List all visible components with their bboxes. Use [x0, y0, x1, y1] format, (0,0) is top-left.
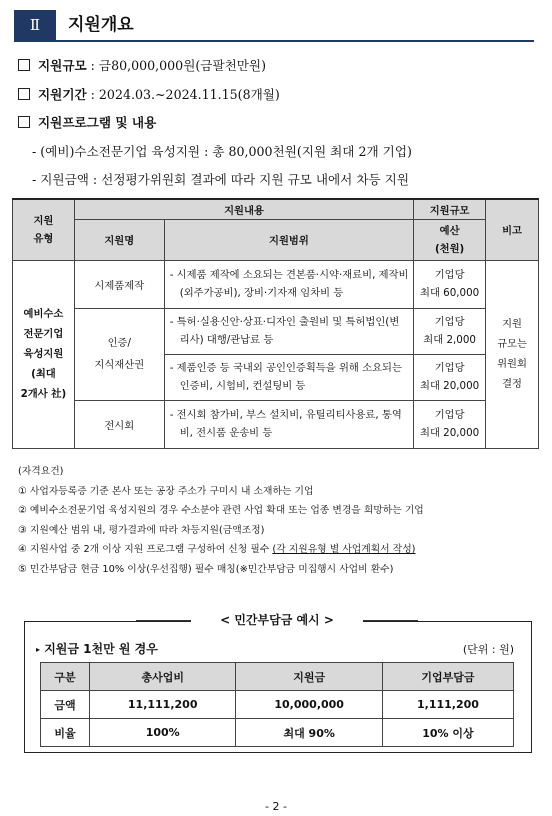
- program-budget: 기업당 최대 2,000: [414, 308, 486, 354]
- example-cell: 비율: [41, 719, 90, 747]
- example-cell: 1,111,200: [382, 691, 513, 719]
- header-budget: 예산 (천원): [414, 219, 486, 260]
- sub-item: - (예비)수소전문기업 육성지원 : 총 80,000천원(지원 최대 2개 기업): [32, 144, 412, 159]
- overview-period: 지원기간 : 2024.03.~2024.11.15(8개월): [18, 84, 280, 103]
- example-cell: 10% 이상: [382, 719, 513, 747]
- example-cell: 금액: [41, 691, 90, 719]
- header-type: 지원 유형: [13, 199, 75, 260]
- example-cell: 10,000,000: [236, 691, 382, 719]
- example-header: 구분: [41, 663, 90, 691]
- requirements: [18, 462, 424, 580]
- program-scope: - 시제품 제작에 소요되는 견본품·시약·재료비, 제작비(외주가공비), 장비·기자재 임차비 등: [164, 260, 413, 308]
- header-content: 지원내용: [74, 199, 413, 219]
- requirement-item: ④ 지원사업 중 2개 이상 지원 프로그램 구성하여 신청 필수 (각 지원유형 별 사업계획서 작성): [18, 544, 416, 556]
- requirements-title: (자격요건): [18, 466, 64, 477]
- section-number: Ⅱ: [14, 10, 56, 40]
- program-name: 전시회: [74, 400, 164, 448]
- overview-program: 지원프로그램 및 내용: [18, 112, 156, 131]
- example-title: < 민간부담금 예시 >: [191, 609, 363, 631]
- example-cell: 100%: [89, 719, 235, 747]
- example-unit: (단위 : 원): [462, 643, 514, 656]
- requirement-item: ① 사업자등록증 기준 본사 또는 공장 주소가 구미시 내 소재하는 기업: [18, 485, 314, 497]
- type-cell: 예비수소 전문기업 육성지원 (최대 2개사 社): [13, 260, 75, 448]
- sub-item: - 지원금액 : 선정평가위원회 결과에 따라 지원 규모 내에서 차등 지원: [32, 172, 410, 187]
- requirement-item: ⑤ 민간부담금 현금 10% 이상(우선집행) 필수 매칭(※민간부담금 미집행시 사업비 환수): [18, 563, 394, 575]
- support-table: [12, 198, 539, 449]
- header-scope: 지원범위: [164, 219, 413, 260]
- program-scope: - 전시회 참가비, 부스 설치비, 유틸리티사용료, 통역비, 전시품 운송비 등: [164, 400, 413, 448]
- program-name: 인증/ 지식재산권: [74, 308, 164, 400]
- program-budget: 기업당 최대 20,000: [414, 400, 486, 448]
- page-number: - 2 -: [265, 800, 287, 813]
- program-scope: - 특허·실용신안·상표·디자인 출원비 및 특허법인(변리사) 대행/관납료 등: [164, 308, 413, 354]
- section-underline: [14, 40, 534, 42]
- checkbox-bullet-icon: [18, 116, 30, 128]
- example-header: 지원금: [236, 663, 382, 691]
- program-budget: 기업당 최대 60,000: [414, 260, 486, 308]
- example-header: 총사업비: [89, 663, 235, 691]
- section-title: 지원개요: [68, 15, 134, 35]
- program-scope: - 제품인증 등 국내외 공인인증획득을 위해 소요되는 인증비, 시험비, 컨설팅비 등: [164, 354, 413, 400]
- example-header: 기업부담금: [382, 663, 513, 691]
- checkbox-bullet-icon: [18, 59, 30, 71]
- program-budget: 기업당 최대 20,000: [414, 354, 486, 400]
- header-note: 비고: [486, 199, 539, 260]
- triangle-bullet-icon: ▸: [36, 645, 41, 654]
- checkbox-bullet-icon: [18, 88, 30, 100]
- header-name: 지원명: [74, 219, 164, 260]
- overview-scale: 지원규모 : 금80,000,000원(금팔천만원): [18, 55, 266, 74]
- example-cell: 최대 90%: [236, 719, 382, 747]
- example-table: [40, 662, 514, 747]
- program-name: 시제품제작: [74, 260, 164, 308]
- header-scale: 지원규모: [414, 199, 486, 219]
- section-header: [14, 10, 534, 40]
- requirement-item: ② 예비수소전문기업 육성지원의 경우 수소분야 관련 사업 확대 또는 업종 변경을 희망하는 기업: [18, 505, 424, 517]
- example-subtitle: ▸ 지원금 1천만 원 경우: [36, 642, 158, 656]
- requirement-item: ③ 지원예산 범위 내, 평가결과에 따라 차등지원(금액조정): [18, 524, 265, 536]
- note-cell: 지원 규모는 위원회 결정: [486, 260, 539, 448]
- example-cell: 11,111,200: [89, 691, 235, 719]
